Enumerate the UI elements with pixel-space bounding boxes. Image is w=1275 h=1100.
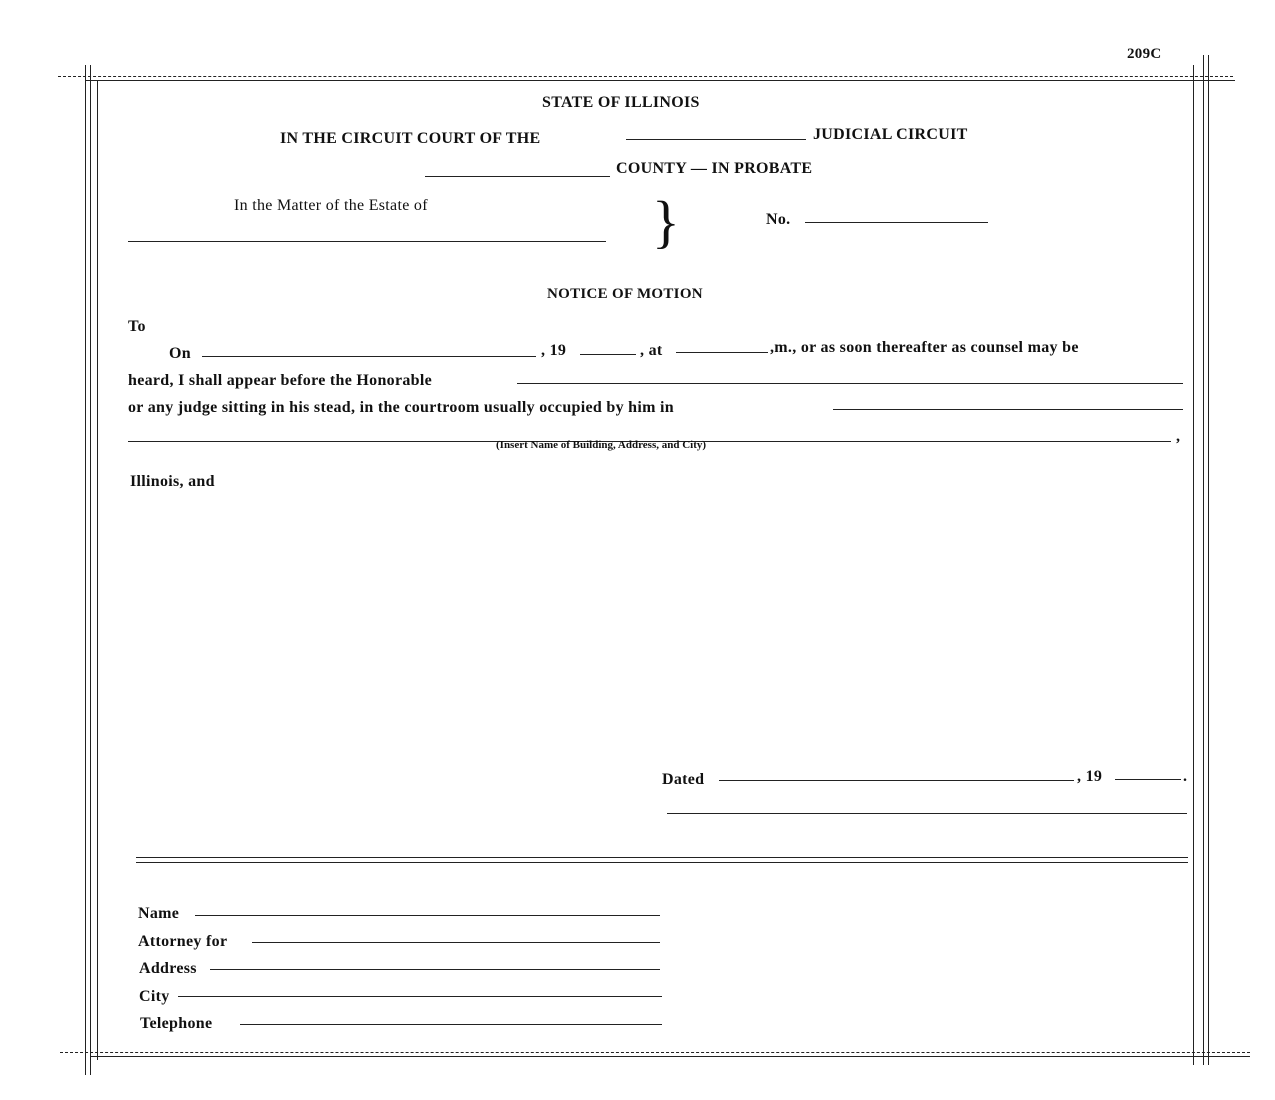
- address-label: Address: [139, 960, 197, 977]
- case-no-label: No.: [766, 211, 791, 228]
- dated-label: Dated: [662, 771, 705, 788]
- city-label: City: [139, 988, 170, 1005]
- courtroom-text: or any judge sitting in his stead, in the courtroom usually occupied by him in: [128, 399, 674, 416]
- telephone-label: Telephone: [140, 1015, 213, 1032]
- court-suffix: JUDICIAL CIRCUIT: [813, 126, 968, 143]
- judge-name-blank[interactable]: [517, 383, 1183, 384]
- divider: [136, 862, 1188, 863]
- notice-title: NOTICE OF MOTION: [547, 286, 703, 302]
- estate-matter-label: In the Matter of the Estate of: [234, 197, 428, 214]
- m-text: ,m., or as soon thereafter as counsel may be: [770, 339, 1079, 356]
- dated-year-blank[interactable]: [1115, 779, 1181, 780]
- county-label: COUNTY — IN PROBATE: [616, 160, 813, 177]
- case-no-blank[interactable]: [805, 222, 988, 223]
- on-label: On: [169, 345, 191, 362]
- comma: ,: [1176, 428, 1181, 445]
- heard-text: heard, I shall appear before the Honorable: [128, 372, 433, 389]
- brace-icon: }: [652, 189, 680, 254]
- signature-blank[interactable]: [667, 813, 1187, 814]
- divider: [136, 857, 1188, 858]
- insert-note: (Insert Name of Building, Address, and City): [496, 439, 707, 451]
- courtroom-blank[interactable]: [833, 409, 1183, 410]
- estate-name-blank[interactable]: [128, 241, 606, 242]
- at-label: , at: [640, 342, 663, 359]
- city-blank[interactable]: [178, 996, 662, 997]
- circuit-blank[interactable]: [626, 139, 806, 140]
- attorney-for-blank[interactable]: [252, 942, 660, 943]
- form-number: 209C: [1127, 46, 1162, 62]
- dated-year-prefix: , 19: [1077, 768, 1103, 785]
- attorney-for-label: Attorney for: [138, 933, 228, 950]
- name-blank[interactable]: [195, 915, 660, 916]
- time-blank[interactable]: [676, 352, 768, 353]
- to-label: To: [128, 318, 146, 335]
- dated-period: .: [1183, 768, 1188, 785]
- county-blank[interactable]: [425, 176, 610, 177]
- address-blank[interactable]: [210, 969, 660, 970]
- illinois-text: Illinois, and: [130, 473, 215, 490]
- name-label: Name: [138, 905, 180, 922]
- year-prefix: , 19: [541, 342, 567, 359]
- year-blank[interactable]: [580, 354, 636, 355]
- court-prefix: IN THE CIRCUIT COURT OF THE: [280, 130, 541, 147]
- date-blank[interactable]: [202, 356, 536, 357]
- telephone-blank[interactable]: [240, 1024, 662, 1025]
- dated-blank[interactable]: [719, 780, 1074, 781]
- state-heading: STATE OF ILLINOIS: [542, 94, 700, 111]
